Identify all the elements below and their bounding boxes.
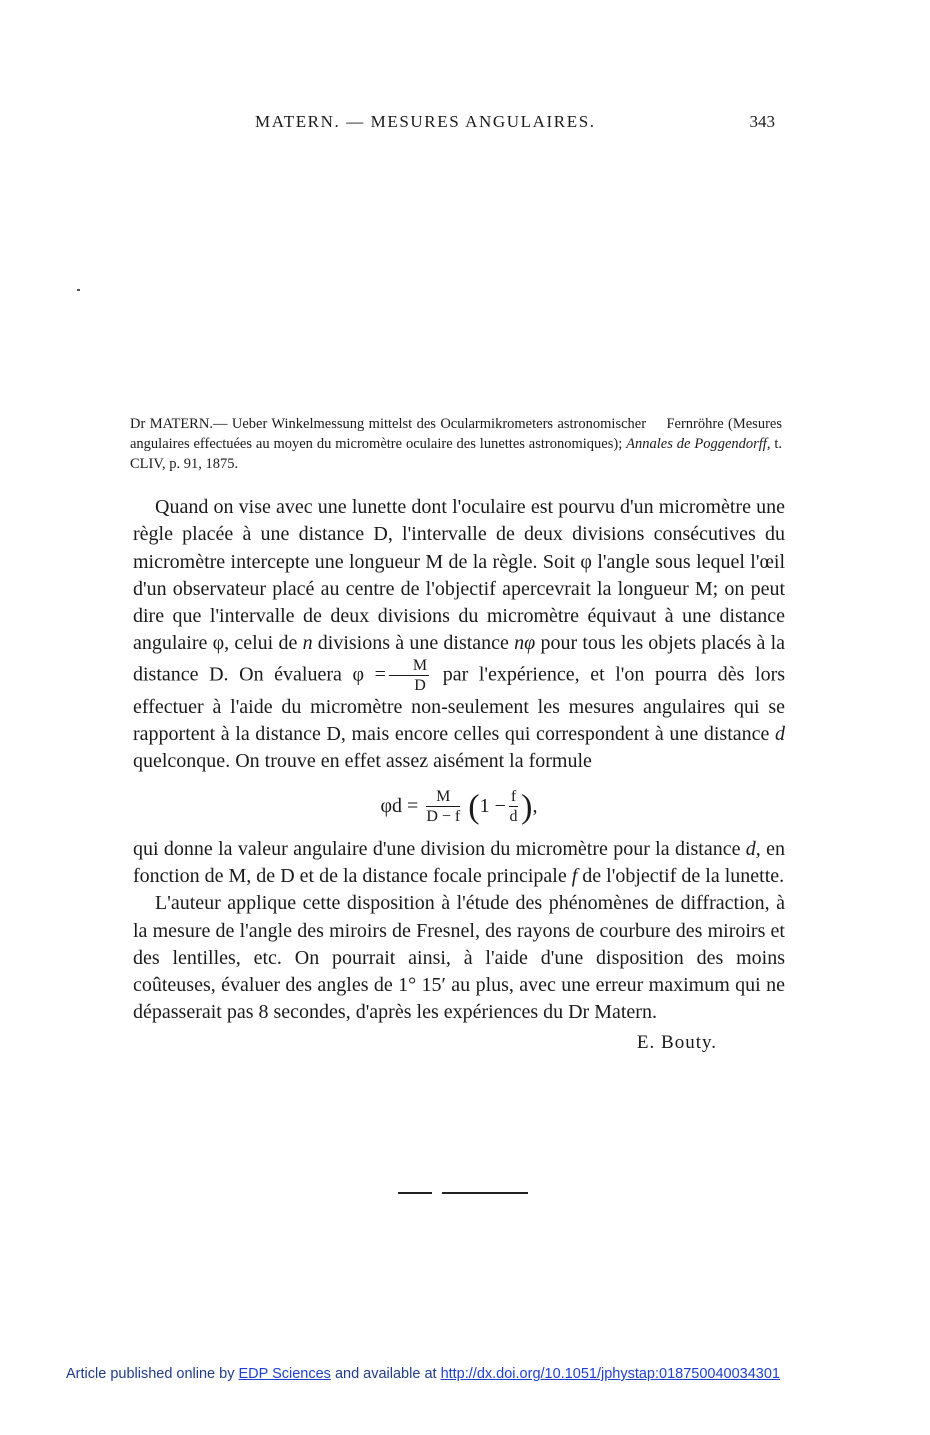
stray-mark (77, 289, 80, 291)
p1-var-n: n (302, 632, 313, 655)
fraction-m-over-d (389, 658, 429, 694)
end-rule-segment-short (398, 1192, 432, 1194)
fraction-denominator: D (414, 676, 426, 694)
page-number: 343 (749, 112, 775, 131)
formula-fraction-denominator: D − f (426, 808, 461, 826)
formula-trail: , (532, 794, 538, 817)
footer-middle: and available at (334, 1366, 437, 1382)
p2-text-b: en fonction de M, de D et de la distance focale principale (133, 837, 786, 887)
formula-inner-denominator: d (509, 808, 518, 826)
paragraph-1 (133, 494, 785, 776)
citation-volume-pages: t. CLIV, p. 91, 1875. (130, 436, 783, 472)
citation-title-translation-end: lunettes astronomiques); (479, 436, 623, 452)
paragraph-2 (133, 836, 785, 891)
article-body (133, 494, 785, 1056)
publisher-link[interactable]: EDP Sciences (238, 1366, 331, 1382)
p2-text-a: qui donne la valeur angulaire d'une division du micromètre pour la distance (133, 837, 741, 860)
formula-lhs: φd = (380, 794, 419, 817)
p1-text-b: divisions à une distance (317, 632, 509, 655)
paragraph-3: L'auteur applique cette disposition à l'étude des phénomènes de diffraction, à la mesure de l'angle des miroirs de Fresnel, des rayons de courbure des miroirs et des lentilles, etc. On pourrait ainsi, à l'aide d'une disposition des moins coûteuses, évaluer des angles de 1° 15′ au plus, avec une erreur maximum qui ne dépasserait pas 8 secondes, d'après les expériences du Dr Matern. (133, 892, 785, 1024)
p1-text-a: Quand on vise avec une lunette dont l'oculaire est pourvu d'un micromètre une règle placée à une distance D, l'intervalle de deux divisions consécutives du micromètre intercepte une longueur M de la règle. Soit φ l'angle sous lequel l'œil d'un observateur placé au centre de l'objectif apercevrait la longueur M; on peut dire que l'intervalle de deux divisions du micromètre équivaut à une distance angulaire φ, celui de (133, 496, 785, 655)
signature: E. Bouty. (636, 1031, 717, 1053)
p2-var-d: d, (745, 837, 761, 860)
p2-var-f: f (571, 864, 578, 887)
publication-footer (66, 1366, 866, 1382)
end-rule-segment-long (442, 1192, 528, 1194)
p2-text-c: de l'objectif de la lunette. (582, 864, 785, 887)
running-head (255, 112, 775, 138)
formula-close-paren: ) (521, 788, 533, 826)
end-rule (398, 1192, 528, 1194)
formula-inner-numerator: f (510, 788, 517, 806)
p1-text-c: pour tous les objets placés à la distance D. On évaluera φ = (133, 632, 786, 686)
formula-inner-fraction (509, 789, 518, 825)
p1-var-d: d (775, 723, 785, 746)
bibliographic-citation (130, 414, 782, 474)
formula-angular-value (133, 782, 785, 832)
fraction-numerator: M (389, 658, 429, 676)
p1-text-e: quelconque. On trouve en effet assez aisément la formule (133, 750, 592, 773)
footer-prefix: Article published online by (66, 1366, 235, 1382)
running-head-title: MATERN. — MESURES ANGULAIRES. (255, 112, 596, 131)
formula-inner-left: 1 − (479, 794, 506, 817)
p1-var-nphi: nφ (514, 632, 536, 655)
formula-fraction (426, 789, 460, 825)
citation-journal: Annales de Poggendorff, (626, 436, 771, 452)
formula-fraction-numerator: M (426, 789, 460, 807)
doi-link[interactable]: http://dx.doi.org/10.1051/jphystap:018750040034301 (440, 1366, 780, 1382)
citation-title-original: Ueber Winkelmessung mittelst des Ocularmikrometers astronomischer (231, 416, 647, 432)
citation-title-translation: Fernröhre (Mesures angulaires effectuées au moyen du micromètre oculaire des (130, 416, 782, 452)
citation-author: Dr MATERN.— (130, 416, 228, 432)
formula-open-paren: ( (468, 788, 480, 826)
p1-text-d: par l'expérience, et l'on pourra dès lors effectuer à l'aide du micromètre non-seulement les mesures angulaires qui se rapportent à la distance D, mais encore celles qui correspondent à une distance (133, 663, 786, 746)
